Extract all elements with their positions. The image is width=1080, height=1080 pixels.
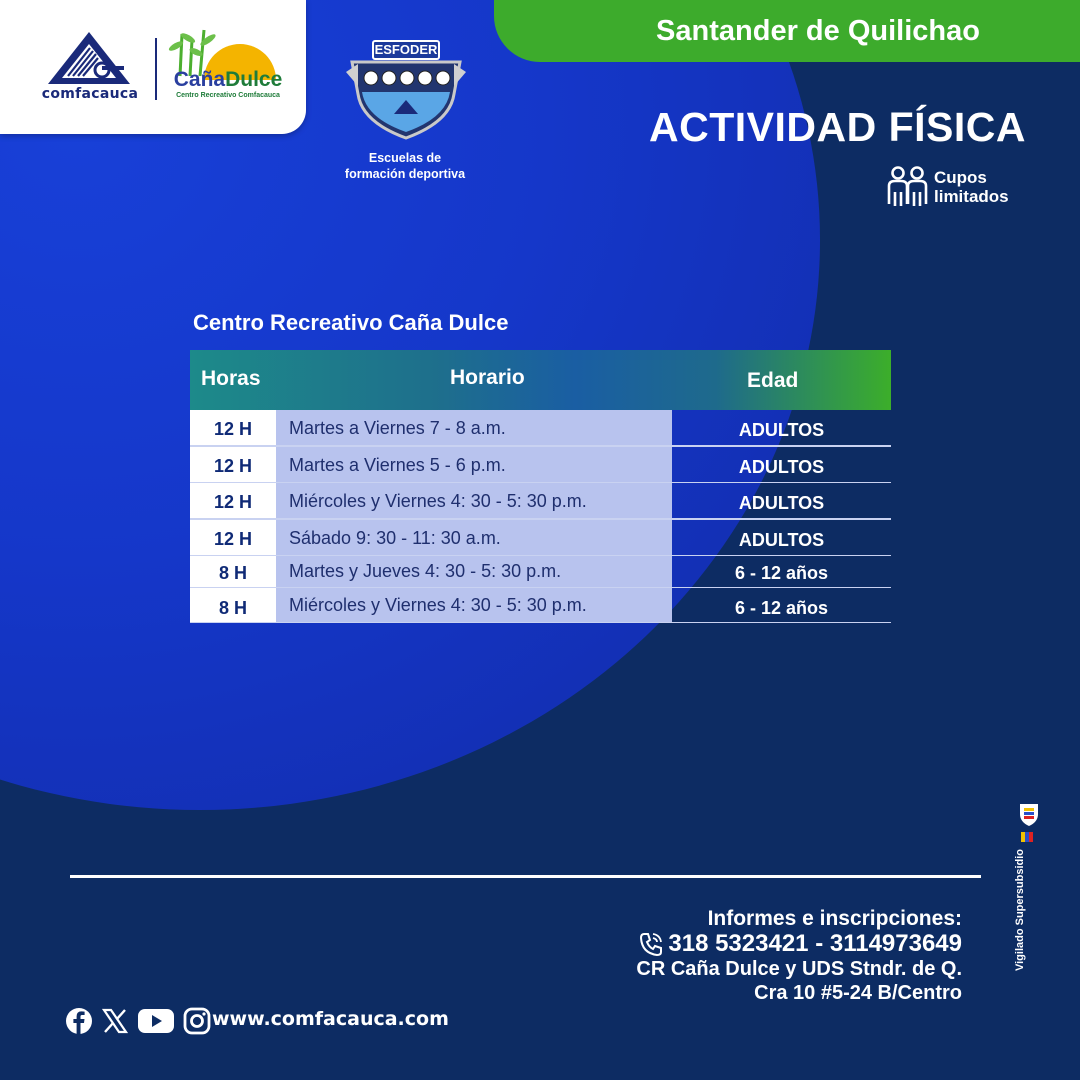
comfacauca-mark-icon <box>46 30 132 86</box>
cell-edad: ADULTOS <box>738 456 825 477</box>
table-row <box>190 447 891 484</box>
table-row <box>190 588 891 623</box>
esfoder-badge <box>346 34 466 142</box>
esfoder-label: ESFODER <box>372 40 440 60</box>
social-icons <box>64 1006 218 1036</box>
schedule-table <box>190 350 891 623</box>
cell-horas: 8 H <box>190 588 276 623</box>
cell-horario: Martes a Viernes 5 - 6 p.m. <box>276 447 672 484</box>
cell-horas: 12 H <box>190 520 276 557</box>
header-edad: Edad <box>747 369 799 392</box>
facebook-icon[interactable] <box>64 1006 94 1036</box>
cana-dulce-subtitle: Centro Recreativo Comfacauca <box>176 92 280 99</box>
cell-horas: 8 H <box>190 556 276 588</box>
vigilado-seal <box>1004 800 1050 980</box>
comfacauca-wordmark: comfacauca <box>41 86 139 102</box>
address-line1: CR Caña Dulce y UDS Stndr. de Q. <box>636 958 962 980</box>
cell-horario: Miércoles y Viernes 4: 30 - 5: 30 p.m. <box>276 588 672 623</box>
x-icon[interactable] <box>100 1006 130 1036</box>
table-row <box>190 520 891 557</box>
cell-horario: Sábado 9: 30 - 11: 30 a.m. <box>276 520 672 557</box>
city-name: Santander de Quilichao <box>656 15 980 47</box>
esfoder-caption-line1: Escuelas de <box>368 151 442 165</box>
cell-edad: ADULTOS <box>738 420 825 440</box>
cupos-line2: limitados <box>934 187 1009 206</box>
esfoder-caption-line2: formación deportiva <box>344 167 466 181</box>
cell-horas: 12 H <box>190 410 276 447</box>
cana-dulce-logo <box>164 24 290 104</box>
phone-line <box>636 931 962 957</box>
contact-info <box>636 907 962 1005</box>
cell-edad: ADULTOS <box>738 493 825 513</box>
cell-horas: 12 H <box>190 447 276 484</box>
row-divider <box>190 622 891 624</box>
cell-horas: 12 H <box>190 483 276 520</box>
cell-horario: Martes a Viernes 7 - 8 a.m. <box>276 410 672 447</box>
cell-edad: ADULTOS <box>738 529 825 550</box>
cell-horario: Martes y Jueves 4: 30 - 5: 30 p.m. <box>276 556 672 588</box>
table-row <box>190 483 891 520</box>
logo-card <box>0 0 306 134</box>
header-horas: Horas <box>201 367 261 390</box>
table-header <box>190 350 891 410</box>
phone-numbers: 318 5323421 - 3114973649 <box>668 930 962 957</box>
logo-divider <box>155 38 157 100</box>
table-title: Centro Recreativo Caña Dulce <box>193 310 509 335</box>
table-row <box>190 556 891 588</box>
website-link[interactable]: www.comfacauca.com <box>212 1008 449 1030</box>
comfacauca-logo <box>28 30 148 102</box>
cell-horario: Miércoles y Viernes 4: 30 - 5: 30 p.m. <box>276 483 672 520</box>
cupos-limitados-badge <box>886 164 1046 212</box>
city-banner <box>494 0 1080 62</box>
instagram-icon[interactable] <box>182 1006 212 1036</box>
cupos-line1: Cupos <box>934 168 987 187</box>
table-row <box>190 410 891 447</box>
page-title: ACTIVIDAD FÍSICA <box>649 104 1026 150</box>
people-icon <box>886 164 930 208</box>
vigilado-text: Vigilado Supersubsidio <box>1014 848 1026 972</box>
esfoder-caption <box>320 150 490 182</box>
youtube-icon[interactable] <box>136 1006 176 1036</box>
cell-edad: 6 - 12 años <box>734 563 829 583</box>
address-line2: Cra 10 #5-24 B/Centro <box>754 982 962 1004</box>
dulce-word: Dulce <box>225 68 283 91</box>
footer-divider <box>70 875 981 878</box>
cana-word: Caña <box>173 68 226 91</box>
header-horario: Horario <box>450 366 525 389</box>
info-title: Informes e inscripciones: <box>707 907 962 930</box>
cana-dulce-wordmark <box>166 68 290 92</box>
cupos-text <box>934 168 1044 206</box>
cell-edad: 6 - 12 años <box>734 598 829 618</box>
phone-icon <box>638 931 664 957</box>
coat-of-arms-icon <box>1016 800 1042 830</box>
